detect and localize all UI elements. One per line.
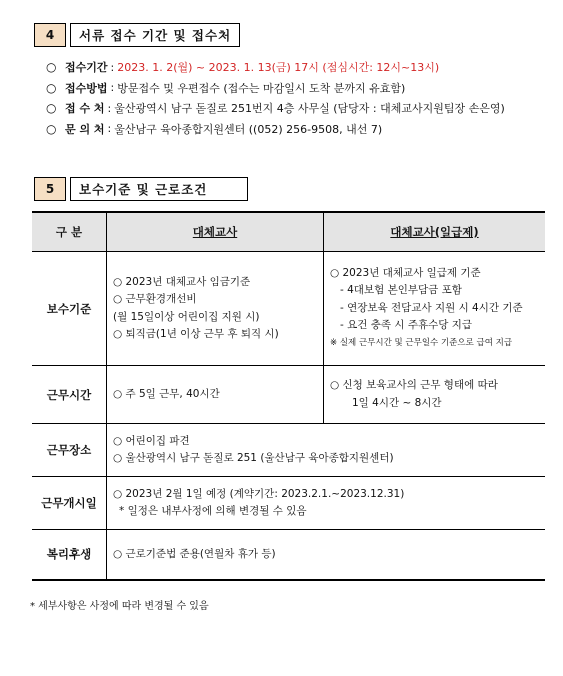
cell-line: - 연장보육 전담교사 지원 시 4시간 기준 — [340, 301, 523, 314]
info-row-contact: ○ 문 의 처 : 울산남구 육아종합지원센터 ((052) 256-9508, 내선 7) — [46, 121, 383, 136]
section-5-header — [34, 177, 248, 201]
circle-bullet-icon: ○ — [46, 101, 57, 116]
salary-daily-cell — [324, 265, 545, 353]
section-number: 4 — [34, 23, 66, 47]
header-substitute-teacher: 대체교사 — [107, 212, 324, 252]
hours-substitute-cell — [107, 386, 323, 404]
header-category: 구 분 — [32, 212, 107, 252]
info-row-period: ○ 접수기간 : 2023. 1. 2(월) ~ 2023. 1. 13(금) 17시 (점심시간: 12시~13시) — [46, 60, 440, 75]
footnote: * 세부사항은 사정에 따라 변경될 수 있음 — [30, 601, 209, 612]
cell-line: ○ 신청 보육교사의 근무 형태에 따라 — [330, 379, 498, 391]
circle-bullet-icon: ○ — [46, 80, 57, 95]
row-label: 보수기준 — [32, 252, 107, 366]
table-row — [32, 366, 545, 424]
circle-bullet-icon: ○ — [46, 121, 57, 136]
cell-line: - 4대보험 본인부담금 포함 — [340, 284, 462, 297]
circle-bullet-icon: ○ — [46, 60, 57, 75]
cell-line: ○ 2023년 대체교사 일급제 기준 — [330, 266, 481, 279]
table-row — [32, 252, 545, 366]
section-title: 서류 접수 기간 및 접수처 — [70, 23, 240, 47]
cell-line: * 일정은 내부사정에 의해 변경될 수 있음 — [119, 505, 307, 517]
info-label: 문 의 처 — [65, 122, 105, 136]
cell-line: ○ 주 5일 근무, 40시간 — [113, 387, 220, 400]
cell-line: ○ 근로기준법 준용(연월차 휴가 등) — [113, 547, 276, 560]
cell-line: (월 15일이상 어린이집 지원 시) — [113, 310, 260, 323]
hours-daily-cell — [324, 377, 545, 412]
row-label: 복리후생 — [32, 530, 107, 580]
row-label: 근무시간 — [32, 366, 107, 424]
row-label: 근무개시일 — [32, 477, 107, 530]
section-title: 보수기준 및 근로조건 — [70, 177, 248, 201]
benefits-cell — [107, 546, 545, 564]
cell-line: ○ 2023년 2월 1일 예정 (계약기간: 2023.2.1.~2023.12.31) — [113, 487, 405, 500]
info-label: 접 수 처 — [65, 102, 105, 116]
info-label: 접수방법 — [65, 81, 108, 95]
cell-line: ○ 2023년 대체교사 임금기준 — [113, 275, 251, 288]
info-value: 방문접수 및 우편접수 (접수는 마감일시 도착 분까지 유효함) — [117, 81, 406, 95]
start-date-cell — [107, 486, 545, 521]
info-value: 울산남구 육아종합지원센터 ((052) 256-9508, 내선 7) — [114, 122, 383, 136]
header-daily-substitute-teacher: 대체교사(일급제) — [324, 212, 546, 252]
table-row — [32, 424, 545, 477]
cell-line: ○ 퇴직금(1년 이상 근무 후 퇴직 시) — [113, 328, 279, 340]
info-value: 2023. 1. 2(월) ~ 2023. 1. 13(금) 17시 (점심시간: 12시~13시) — [117, 61, 440, 75]
cell-line: ○ 어린이집 파견 — [113, 434, 190, 447]
table-header-row — [32, 212, 545, 252]
workplace-cell — [107, 433, 545, 468]
conditions-table — [32, 211, 545, 581]
cell-note: ※ 실제 근무시간 및 근무일수 기준으로 급여 지급 — [330, 337, 513, 348]
application-info-list — [46, 57, 556, 139]
cell-line: ○ 근무환경개선비 — [113, 293, 197, 305]
info-row-place: ○ 접 수 처 : 울산광역시 남구 돋질로 251번지 4층 사무실 (담당자 : 대체교사지원팀장 손은영) — [46, 101, 505, 116]
row-label: 근무장소 — [32, 424, 107, 477]
table-row — [32, 477, 545, 530]
cell-line: - 요건 충족 시 주휴수당 지급 — [340, 319, 473, 332]
cell-line: ○ 울산광역시 남구 돋질로 251 (울산남구 육아종합지원센터) — [113, 452, 394, 464]
cell-line: 1일 4시간 ~ 8시간 — [352, 396, 442, 409]
info-label: 접수기간 — [65, 61, 108, 75]
section-4-header — [34, 23, 240, 47]
table-row — [32, 530, 545, 580]
section-number: 5 — [34, 177, 66, 201]
info-row-method: ○ 접수방법 : 방문접수 및 우편접수 (접수는 마감일시 도착 분까지 유효함) — [46, 80, 406, 95]
info-value: 울산광역시 남구 돋질로 251번지 4층 사무실 (담당자 : 대체교사지원팀장 손은영) — [114, 102, 505, 116]
salary-substitute-cell — [107, 274, 323, 344]
